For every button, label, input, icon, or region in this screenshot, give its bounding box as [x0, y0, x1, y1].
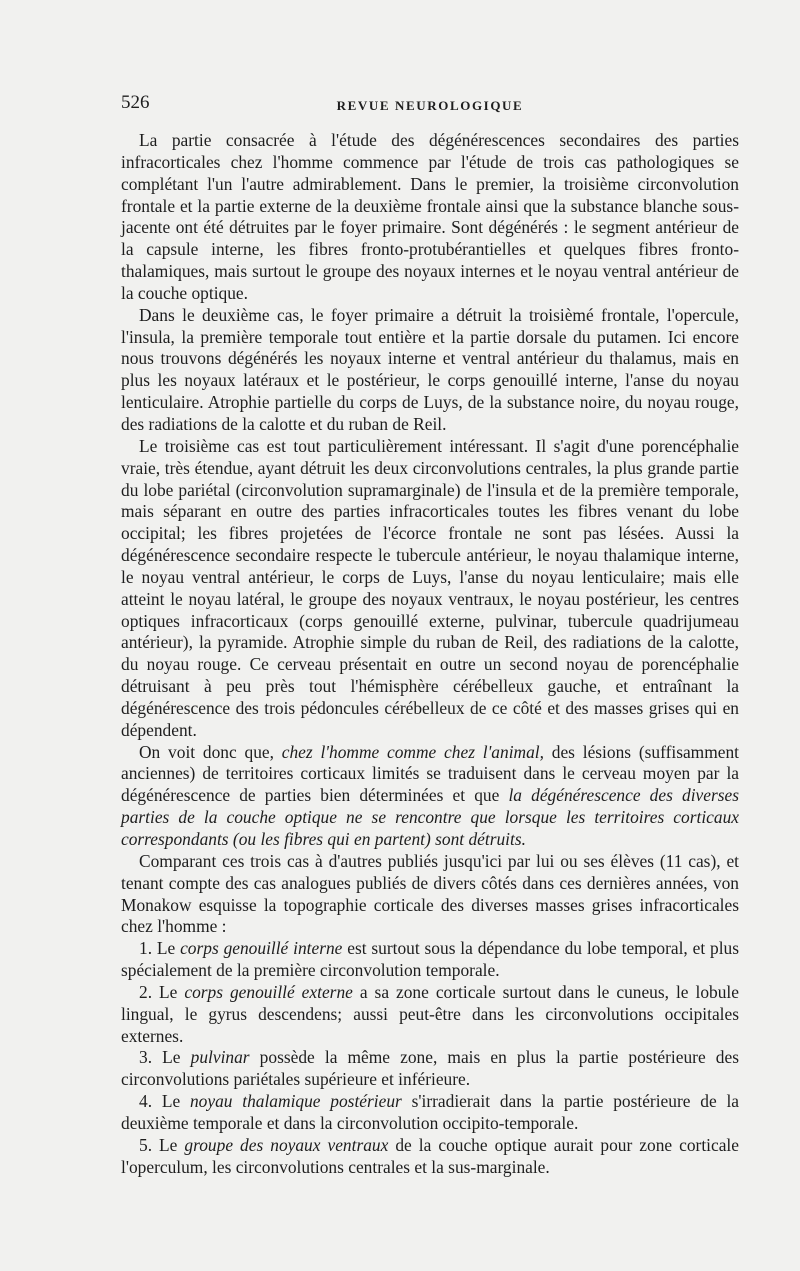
paragraph-p1	[121, 130, 739, 305]
paragraph-p3	[121, 436, 739, 742]
text-segment: 2. Le	[139, 981, 185, 1002]
paragraph-p10	[121, 1135, 739, 1179]
paragraph-p6	[121, 938, 739, 982]
text-segment: 1. Le	[139, 938, 181, 959]
italic-text-segment: corps genouillé externe	[184, 981, 353, 1002]
italic-text-segment: chez l'homme comme chez l'animal,	[281, 741, 544, 762]
text-segment: La partie consacrée à l'étude des dégénérescences secondaires des parties infracorticales chez l'homme commence par l'étude de trois cas pathologiques se complétant l'un l'autre admirablement. Dans le premier, la troisième circonvolution frontale et la partie externe de la deuxième frontale ainsi que la substance blanche sous-jacente ont été détruites par le foyer primaire. Sont dégénérés : le segment antérieur de la capsule interne, les fibres fronto-protubérantielles et quelques fibres fronto-thalamiques, mais surtout le groupe des noyaux internes et le noyau ventral antérieur de la couche optique.	[121, 130, 739, 303]
page-header	[121, 92, 739, 118]
italic-text-segment: la dégénérescence des diverses parties de la couche optique ne se rencontre que lorsque les territoires corticaux correspondants (ou les fibres qui en partent) sont détruits.	[121, 785, 739, 849]
text-segment: des lésions (suffisamment anciennes) de territoires corticaux limités se traduisent dans le cerveau moyen par la dégénérescence de parties bien déterminées et que	[121, 741, 739, 806]
italic-text-segment: groupe des noyaux ventraux	[184, 1134, 389, 1155]
text-segment: de la couche optique aurait pour zone corticale l'operculum, les circonvolutions centrales et la sus-marginale.	[121, 1134, 739, 1177]
body-text	[121, 130, 739, 1179]
text-segment: possède la même zone, mais en plus la partie postérieure des circonvolutions pariétales supérieure et inférieure.	[121, 1047, 739, 1090]
italic-text-segment: noyau thalamique postérieur	[189, 1091, 402, 1112]
page-number: 526	[121, 92, 150, 113]
text-segment: 5. Le	[139, 1134, 185, 1155]
text-segment: On voit donc que,	[139, 741, 282, 762]
paragraph-p4	[121, 742, 739, 851]
paragraph-p9	[121, 1091, 739, 1135]
paragraph-p2	[121, 305, 739, 436]
text-segment: Dans le deuxième cas, le foyer primaire a détruit la troisièmé frontale, l'opercule, l'insula, la première temporale tout entière et la partie dorsale du putamen. Ici encore nous trouvons dégénérés les noyaux interne et ventral antérieur du thalamus, mais en plus les noyaux latéraux et le postérieur, le corps genouillé interne, l'anse du noyau lenticulaire. Atrophie partielle du corps de Luys, de la substance noire, du noyau rouge, des radiations de la calotte et du ruban de Reil.	[121, 304, 739, 434]
text-segment: Le troisième cas est tout particulièrement intéressant. Il s'agit d'une porencéphalie vraie, très étendue, ayant détruit les deux circonvolutions centrales, la plus grande partie du lobe pariétal (circonvolution supramarginale) de l'insula et de la première temporale, mais séparant en outre des parties infracorticales toutes les fibres venant du lobe occipital; les fibres projetées de l'écorce frontale ne sont pas lésées. Aussi la dégénérescence secondaire respecte le tubercule antérieur, le noyau thalamique interne, le noyau ventral antérieur, le corps de Luys, l'anse du noyau lenticulaire; mais elle atteint le noyau latéral, le groupe des noyaux ventraux, le noyau postérieur, les centres optiques infracorticaux (corps genouillé externe, pulvinar, tubercule quadrijumeau antérieur), la pyramide. Atrophie simple du ruban de Reil, des radiations de la calotte, du noyau rouge. Ce cerveau présentait en outre un second noyau de porencéphalie détruisant à peu près tout l'hémisphère cérébelleux gauche, et entraînant la dégénérescence des trois pédoncules cérébelleux de ce côté et des masses grises qui en dépendent.	[121, 435, 739, 740]
text-segment: Comparant ces trois cas à d'autres publiés jusqu'ici par lui ou ses élèves (11 cas), et tenant compte des cas analogues publiés de divers côtés dans ces dernières années, von Monakow esquisse la topographie corticale des diverses masses grises infracorticales chez l'homme :	[121, 850, 739, 937]
text-segment: s'irradierait dans la partie postérieure de la deuxième temporale et dans la circonvolution occipito-temporale.	[121, 1091, 740, 1133]
text-segment: 3. Le	[139, 1047, 191, 1068]
running-title: REVUE NEUROLOGIQUE	[336, 98, 524, 113]
text-segment: a sa zone corticale surtout dans le cuneus, le lobule lingual, le gyrus descendens; aussi peut-être dans les circonvolutions occipitales externes.	[121, 981, 739, 1046]
paragraph-p8	[121, 1047, 739, 1091]
italic-text-segment: corps genouillé interne	[180, 938, 343, 959]
paragraph-p7	[121, 982, 739, 1048]
paragraph-p5	[121, 851, 739, 938]
text-segment: est surtout sous la dépendance du lobe temporal, et plus spécialement de la première circonvolution temporale.	[121, 938, 739, 981]
text-segment: 4. Le	[139, 1091, 190, 1112]
italic-text-segment: pulvinar	[190, 1047, 250, 1068]
